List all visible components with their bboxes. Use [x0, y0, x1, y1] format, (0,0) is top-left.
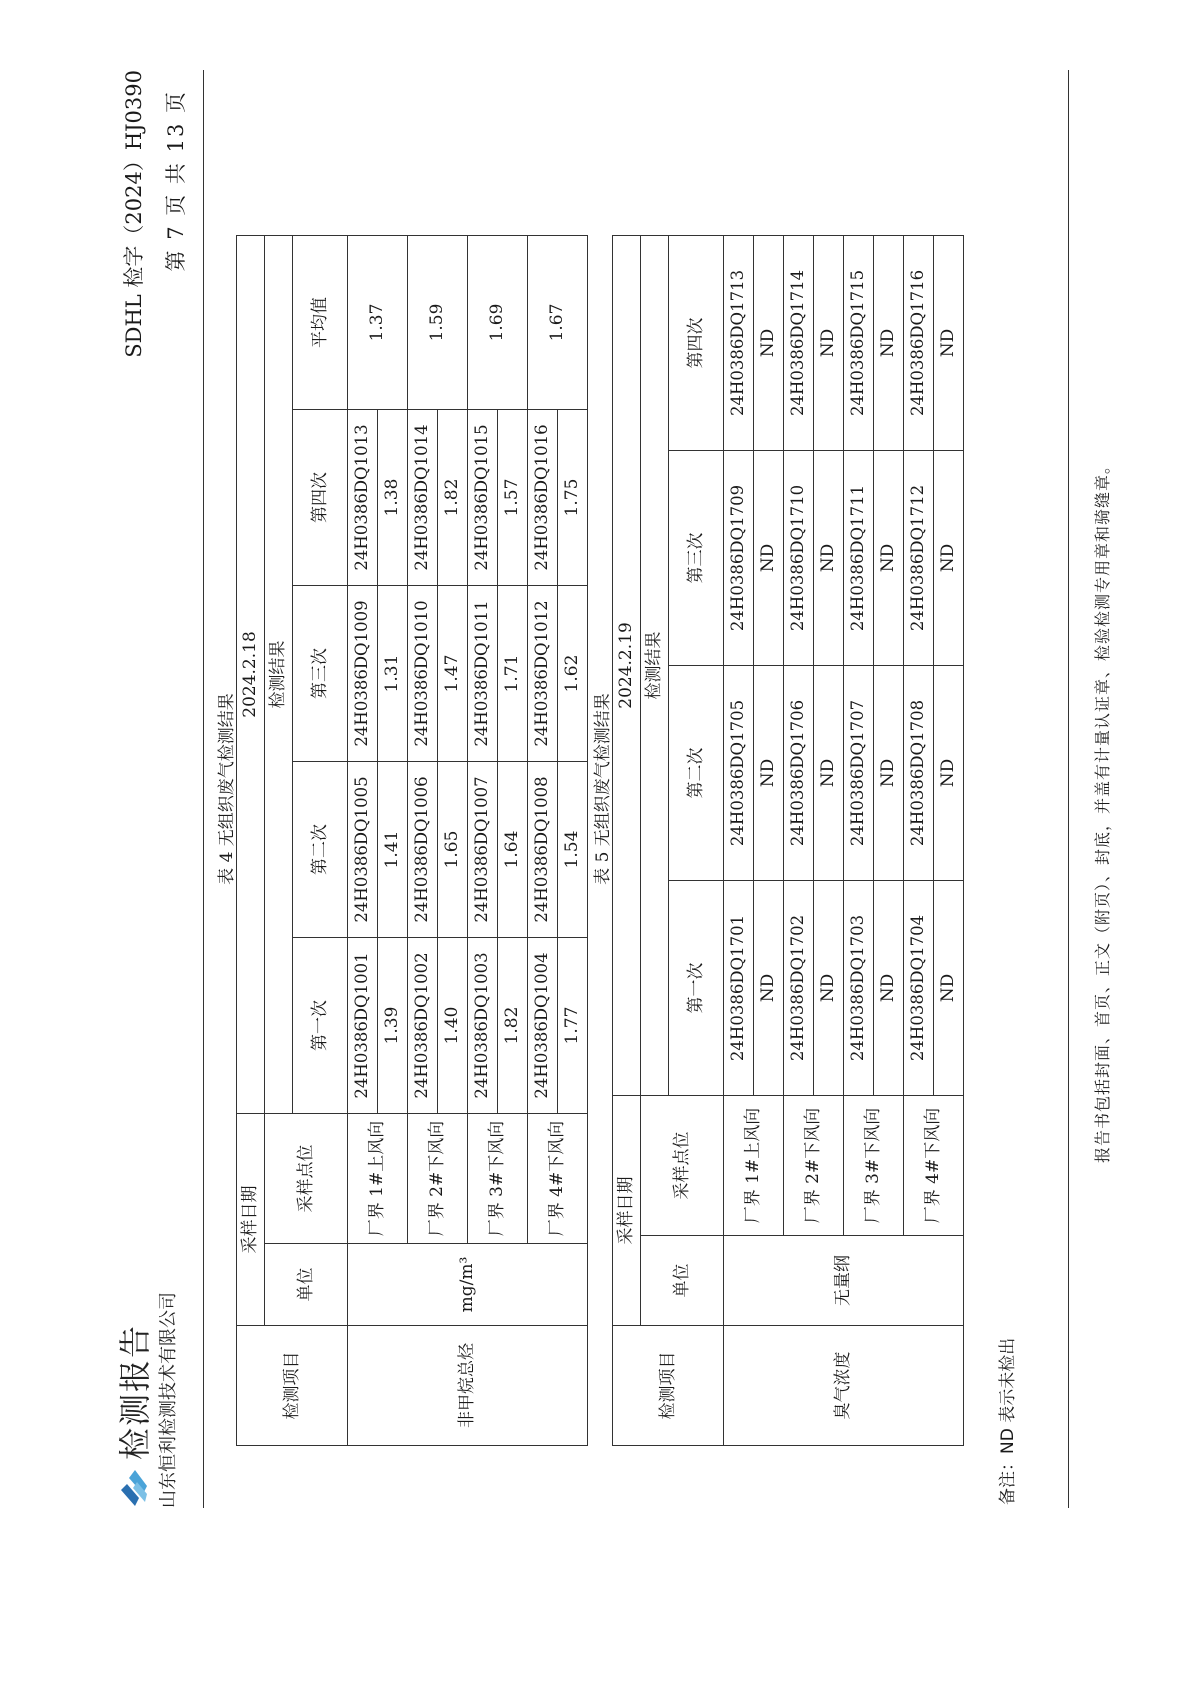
result-value: 1.39: [378, 938, 408, 1114]
table-note: 备注：ND 表示未检出: [998, 1337, 1018, 1505]
sample-code: 24H0386DQ1710: [784, 451, 814, 666]
table4-point: 厂界 2#下风向: [408, 1114, 468, 1244]
result-value: ND: [814, 235, 844, 450]
sample-code: 24H0386DQ1715: [844, 235, 874, 450]
result-value: 1.82: [438, 410, 468, 586]
report-number: SDHL 检字（2024）HJ0390: [122, 70, 146, 358]
header-divider: [203, 70, 204, 1508]
result-value: 1.71: [498, 586, 528, 762]
table4-average: 1.69: [468, 235, 528, 409]
table4-average: 1.67: [528, 235, 588, 409]
sample-code: 24H0386DQ1704: [904, 881, 934, 1096]
table4-date: 2024.2.18: [237, 235, 265, 1113]
table4-third-header: 第三次: [293, 586, 348, 762]
sample-code: 24H0386DQ1716: [904, 235, 934, 450]
table4-unit-header: 单位: [265, 1244, 348, 1326]
result-value: 1.64: [498, 762, 528, 938]
sample-code: 24H0386DQ1709: [724, 451, 754, 666]
table5: [612, 235, 964, 1446]
result-value: 1.54: [558, 762, 588, 938]
sample-code: 24H0386DQ1712: [904, 451, 934, 666]
sample-code: 24H0386DQ1004: [528, 938, 558, 1114]
table5-point: 厂界 2#下风向: [784, 1096, 844, 1236]
sample-code: 24H0386DQ1703: [844, 881, 874, 1096]
table4-item: 非甲烷总烃: [348, 1326, 588, 1446]
table4-average: 1.59: [408, 235, 468, 409]
footer-divider: [1068, 70, 1069, 1508]
table4-second-header: 第二次: [293, 762, 348, 938]
table4-point-header: 采样点位: [265, 1114, 348, 1244]
sample-code: 24H0386DQ1711: [844, 451, 874, 666]
result-value: ND: [754, 451, 784, 666]
table5-result-header: 检测结果: [641, 235, 669, 1095]
sample-code: 24H0386DQ1016: [528, 410, 558, 586]
result-value: ND: [874, 666, 904, 881]
result-value: ND: [874, 235, 904, 450]
table4-result-header: 检测结果: [265, 235, 293, 1113]
table5-sample-date-header: 采样日期: [613, 1096, 641, 1326]
sample-code: 24H0386DQ1003: [468, 938, 498, 1114]
result-value: ND: [754, 881, 784, 1096]
table4-first-header: 第一次: [293, 938, 348, 1114]
result-value: 1.77: [558, 938, 588, 1114]
table4-unit: mg/m³: [348, 1244, 588, 1326]
table5-point: 厂界 1#上风向: [724, 1096, 784, 1236]
result-value: 1.65: [438, 762, 468, 938]
result-value: 1.38: [378, 410, 408, 586]
result-value: ND: [934, 451, 964, 666]
table5-unit-header: 单位: [641, 1236, 724, 1326]
result-value: 1.75: [558, 410, 588, 586]
sample-code: 24H0386DQ1007: [468, 762, 498, 938]
sample-code: 24H0386DQ1009: [348, 586, 378, 762]
table5-third-header: 第三次: [669, 451, 724, 666]
result-value: ND: [754, 235, 784, 450]
sample-code: 24H0386DQ1012: [528, 586, 558, 762]
result-value: 1.31: [378, 586, 408, 762]
company-name: 山东恒利检测技术有限公司: [158, 1292, 179, 1508]
sample-code: 24H0386DQ1014: [408, 410, 438, 586]
sample-code: 24H0386DQ1013: [348, 410, 378, 586]
sample-code: 24H0386DQ1001: [348, 938, 378, 1114]
company-logo-icon: [117, 1468, 149, 1508]
sample-code: 24H0386DQ1702: [784, 881, 814, 1096]
report-logo: [110, 1324, 156, 1508]
sample-code: 24H0386DQ1706: [784, 666, 814, 881]
result-value: ND: [874, 451, 904, 666]
table5-fourth-header: 第四次: [669, 235, 724, 450]
page-number: 第 7 页 共 13 页: [164, 90, 188, 272]
table5-point: 厂界 3#下风向: [844, 1096, 904, 1236]
sample-code: 24H0386DQ1015: [468, 410, 498, 586]
result-value: 1.41: [378, 762, 408, 938]
result-value: ND: [934, 235, 964, 450]
logo-title: 检测报告: [116, 1323, 154, 1460]
result-value: ND: [934, 881, 964, 1096]
table4-point: 厂界 4#下风向: [528, 1114, 588, 1244]
sample-code: 24H0386DQ1701: [724, 881, 754, 1096]
table4-caption: 表 4 无组织废气检测结果: [217, 693, 237, 885]
result-value: 1.62: [558, 586, 588, 762]
table5-point-header: 采样点位: [641, 1096, 724, 1236]
sample-code: 24H0386DQ1006: [408, 762, 438, 938]
table4-point: 厂界 3#下风向: [468, 1114, 528, 1244]
table5-date: 2024.2.19: [613, 235, 641, 1095]
table5-first-header: 第一次: [669, 881, 724, 1096]
table5-second-header: 第二次: [669, 666, 724, 881]
result-value: ND: [814, 881, 844, 1096]
result-value: ND: [754, 666, 784, 881]
table5-point: 厂界 4#下风向: [904, 1096, 964, 1236]
sample-code: 24H0386DQ1705: [724, 666, 754, 881]
sample-code: 24H0386DQ1713: [724, 235, 754, 450]
table5-item-header: 检测项目: [613, 1326, 724, 1446]
result-value: 1.57: [498, 410, 528, 586]
sample-code: 24H0386DQ1002: [408, 938, 438, 1114]
result-value: ND: [814, 451, 844, 666]
table5-caption: 表 5 无组织废气检测结果: [593, 693, 613, 885]
result-value: 1.82: [498, 938, 528, 1114]
sample-code: 24H0386DQ1707: [844, 666, 874, 881]
sample-code: 24H0386DQ1011: [468, 586, 498, 762]
sample-code: 24H0386DQ1008: [528, 762, 558, 938]
sample-code: 24H0386DQ1714: [784, 235, 814, 450]
table4-average: 1.37: [348, 235, 408, 409]
table4-average-header: 平均值: [293, 235, 348, 409]
footer-statement: 报告书包括封面、首页、正文（附页）、封底，并盖有计量认证章、检验检测专用章和骑缝章。: [1093, 456, 1112, 1163]
table4-point: 厂界 1#上风向: [348, 1114, 408, 1244]
result-value: ND: [814, 666, 844, 881]
table4-sample-date-header: 采样日期: [237, 1114, 265, 1326]
result-value: 1.40: [438, 938, 468, 1114]
sample-code: 24H0386DQ1708: [904, 666, 934, 881]
sample-code: 24H0386DQ1005: [348, 762, 378, 938]
table4-item-header: 检测项目: [237, 1326, 348, 1446]
table4: [236, 235, 588, 1446]
table5-item: 臭气浓度: [724, 1326, 964, 1446]
table4-fourth-header: 第四次: [293, 410, 348, 586]
table5-unit: 无量纲: [724, 1236, 964, 1326]
sample-code: 24H0386DQ1010: [408, 586, 438, 762]
result-value: ND: [934, 666, 964, 881]
result-value: ND: [874, 881, 904, 1096]
result-value: 1.47: [438, 586, 468, 762]
